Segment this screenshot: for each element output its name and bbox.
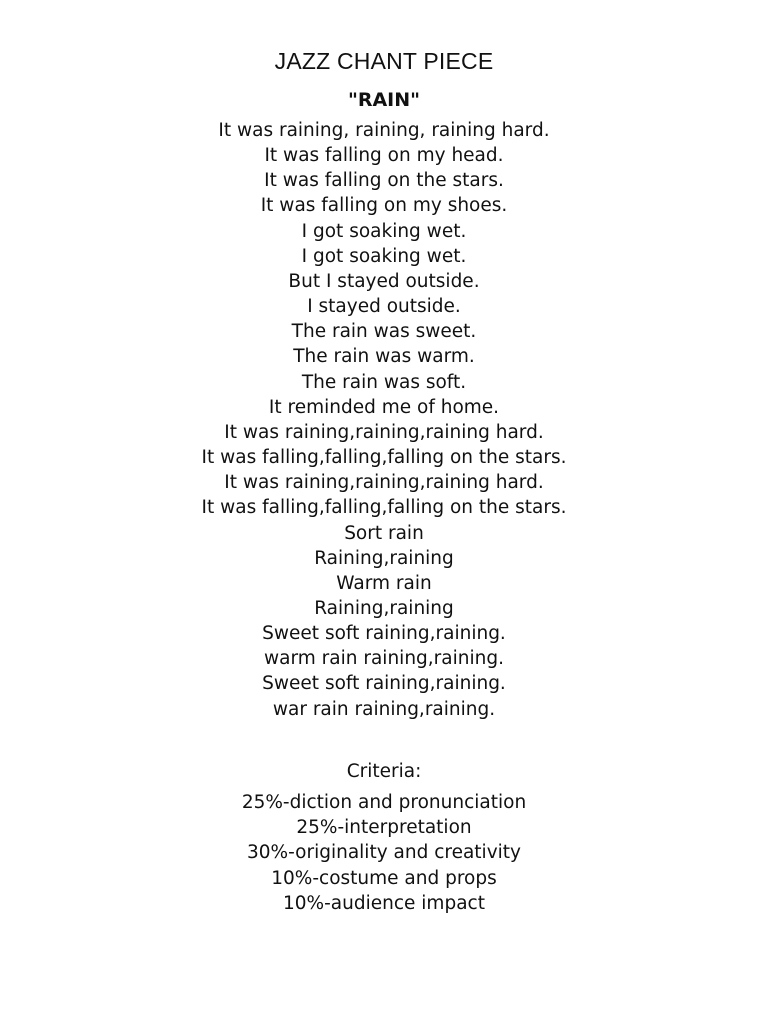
lyric-line: It was falling on my shoes. bbox=[260, 195, 508, 217]
lyric-line: It was falling,falling,falling on the stars. bbox=[201, 497, 567, 519]
criteria-item: 10%-audience impact bbox=[283, 892, 485, 914]
lyric-line: It was falling on the stars. bbox=[264, 170, 504, 192]
lyrics-list bbox=[0, 118, 768, 722]
lyric-line: Raining,raining bbox=[314, 547, 454, 569]
lyric-line: warm rain raining,raining. bbox=[264, 648, 504, 670]
criteria-item: 25%-diction and pronunciation bbox=[241, 792, 527, 813]
lyric-line: Warm rain bbox=[336, 572, 432, 594]
criteria-item: 25%-interpretation bbox=[296, 817, 472, 839]
criteria-list bbox=[0, 790, 768, 916]
lyric-line: I stayed outside. bbox=[307, 296, 461, 318]
chant-title: "RAIN" bbox=[347, 89, 421, 111]
criteria-item: 30%-originality and creativity bbox=[247, 842, 521, 864]
lyric-line: It was falling,falling,falling on the stars. bbox=[201, 447, 567, 469]
lyric-line: It was raining,raining,raining hard. bbox=[224, 472, 544, 494]
lyric-line: Sweet soft raining,raining. bbox=[262, 623, 506, 645]
lyric-line: It reminded me of home. bbox=[268, 396, 500, 418]
lyric-line: I got soaking wet. bbox=[301, 220, 467, 242]
lyric-line: Sweet soft raining,raining. bbox=[262, 673, 506, 695]
criteria-heading: Criteria: bbox=[346, 761, 422, 782]
lyric-line: The rain was soft. bbox=[301, 371, 467, 393]
lyric-line: It was raining, raining, raining hard. bbox=[218, 120, 550, 141]
document-title: JAZZ CHANT PIECE bbox=[274, 48, 494, 74]
criteria-item: 10%-costume and props bbox=[271, 867, 497, 889]
lyric-line: The rain was sweet. bbox=[291, 321, 477, 343]
lyric-line: Sort rain bbox=[344, 522, 424, 544]
lyric-line: But I stayed outside. bbox=[288, 270, 480, 292]
lyric-line: It was falling on my head. bbox=[264, 145, 504, 167]
lyric-line: It was raining,raining,raining hard. bbox=[224, 421, 544, 443]
lyric-line: Raining,raining bbox=[314, 597, 454, 619]
lyric-line: war rain raining,raining. bbox=[272, 698, 496, 720]
lyric-line: I got soaking wet. bbox=[301, 245, 467, 267]
lyric-line: The rain was warm. bbox=[293, 346, 475, 368]
